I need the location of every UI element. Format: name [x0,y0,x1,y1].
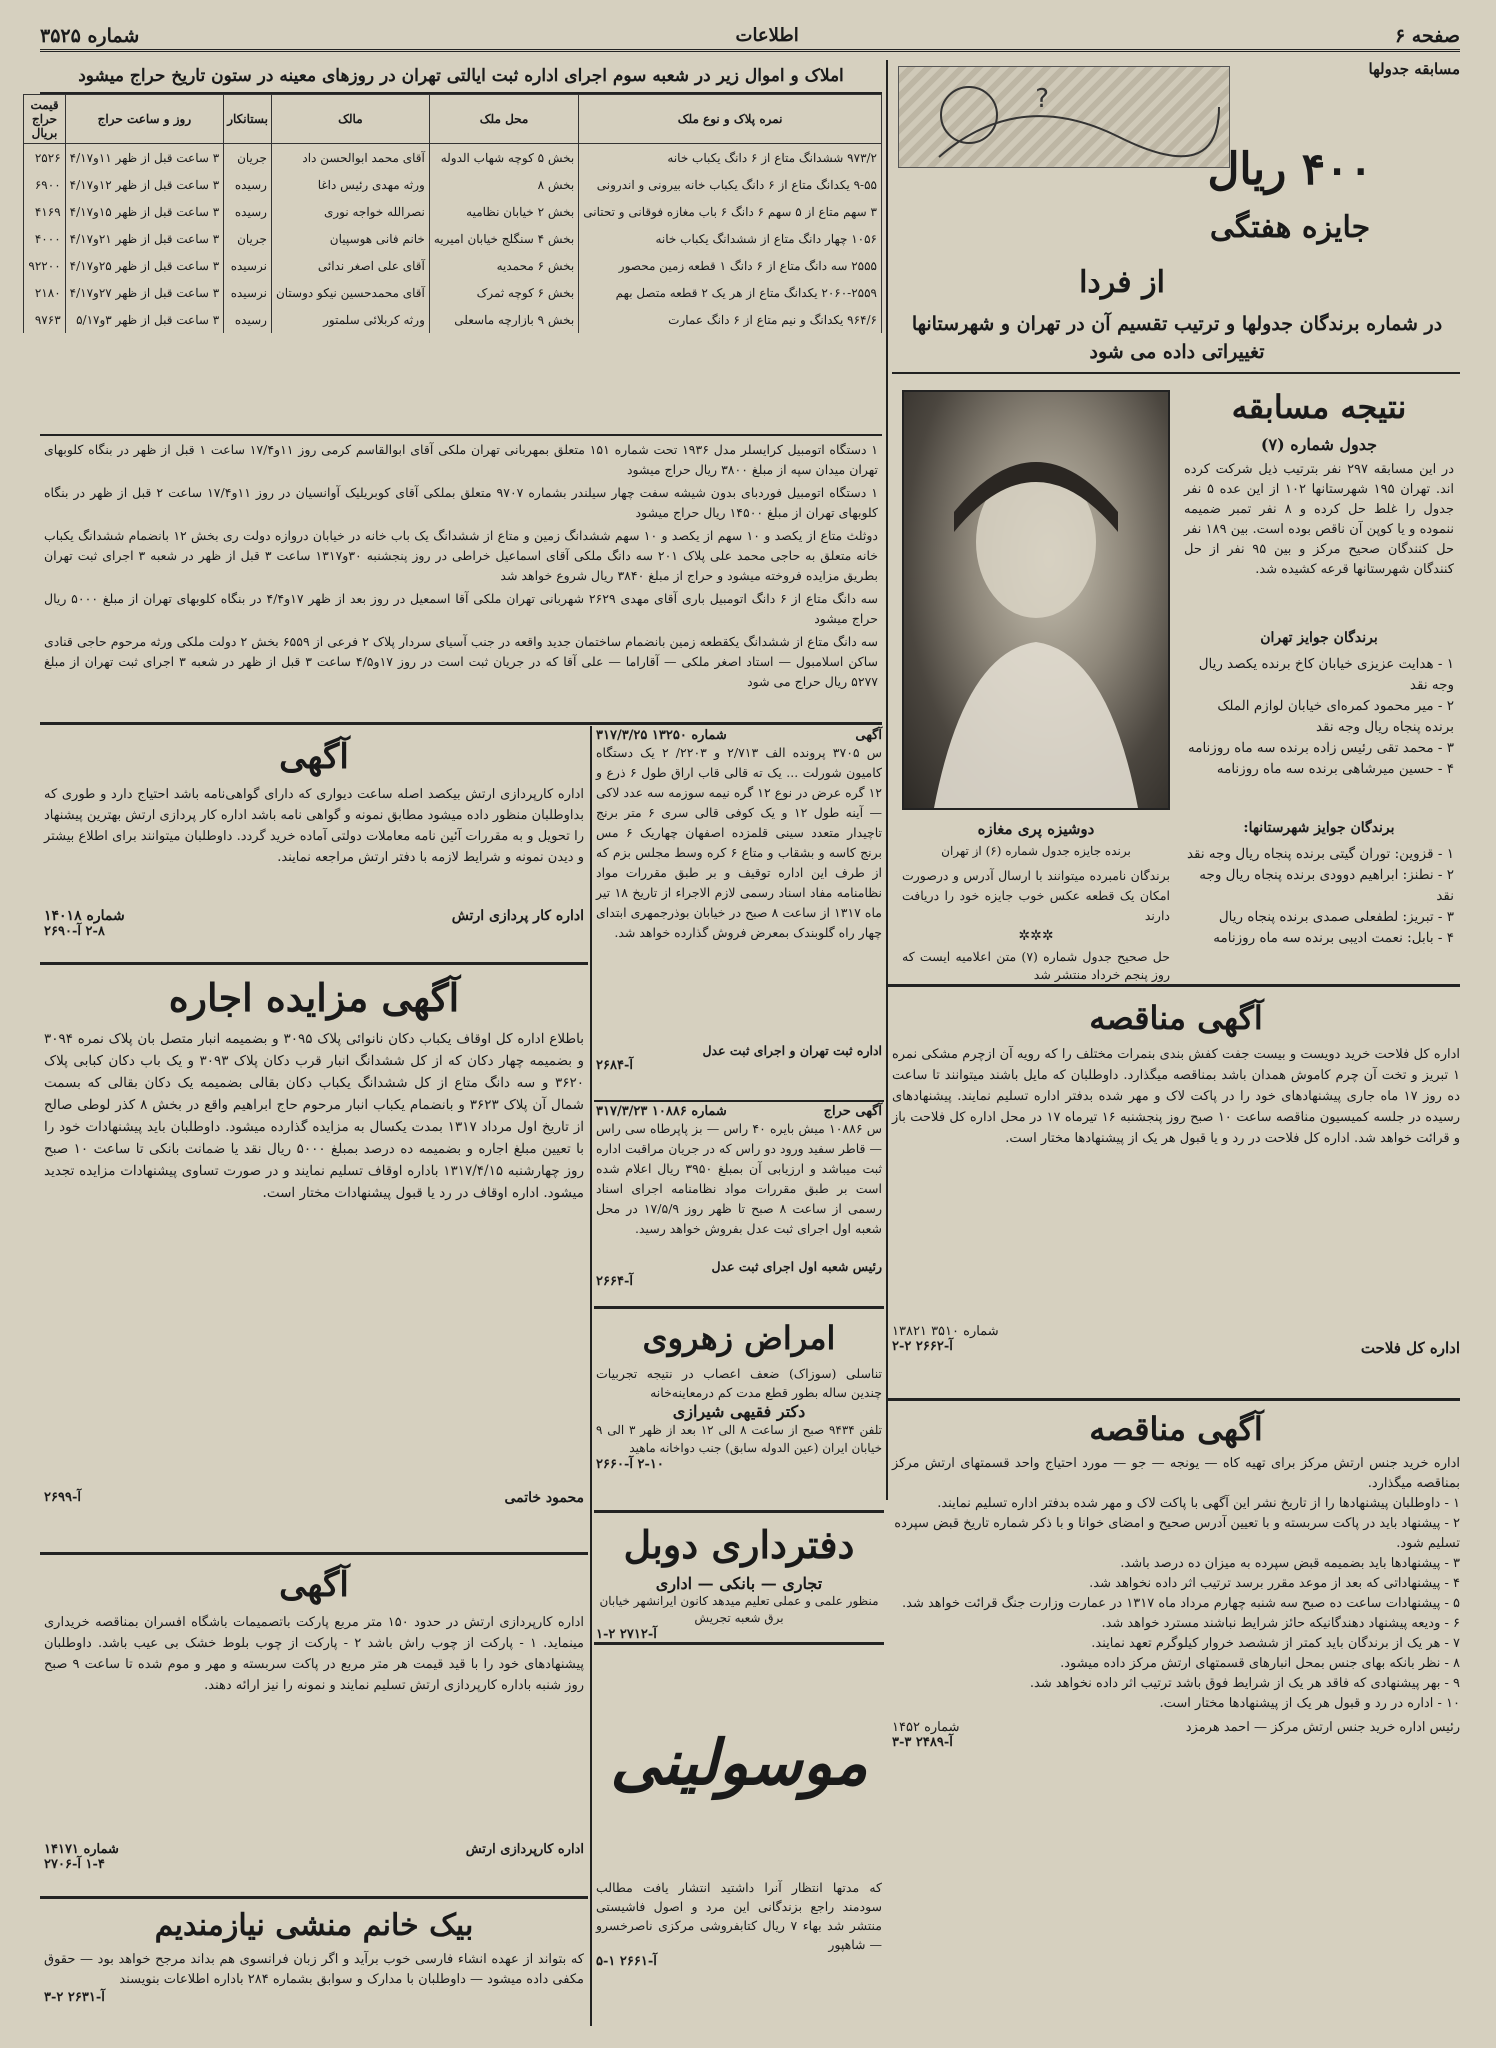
list-item: ۴ - حسین میرشاهی برنده سه ماه روزنامه [1216,761,1454,777]
tender-2-code: آ-۲۴۸۹ ۳-۳ [892,1735,953,1750]
ad-double-office [596,1516,882,1642]
table-cell: آقای محمدحسین نیکو دوستان [271,279,429,306]
table-cell: ۳ ساعت قبل از ظهر ۲۵و۴/۱۷ [65,252,224,279]
tender-2 [892,1404,1460,2034]
table-cell: رسیده [224,171,272,198]
notice-2-body: س ۱۰۸۸۶ میش بایره ۴۰ راس — بز پاپرطاه سی راس — قاطر سفید ورود دو راس که در جریان مراقبت اداره ثبت میباشد و ارزیابی آن بمبلغ ۳۹۵۰ ریال اعلام شده است بر طبق مقررات مواد نظامنامه اجرای اسناد رسمی از ساعت ۸ صبح تا ظهر روز ۱۷/۵/۹ در محل شعبه اول اجرای ثبت عدل بفروش خواهد رسید. [596,1121,883,1236]
table-row [24,171,882,198]
parquet-ad-number: شماره ۱۴۱۷۱ [44,1842,119,1857]
table-row [24,198,882,225]
list-item: ۱ - هدایت عزیزی خیابان کاخ برنده یکصد ریال وجه نقد [1198,656,1454,693]
ad-army [44,730,584,960]
doctor-ad-title: امراض زهروی [642,1319,836,1357]
winner-photo [902,390,1170,810]
table-cell: ۳ سهم متاع از ۵ سهم ۶ دانگ ۶ باب مغازه فوقانی و تحتانی [579,198,882,225]
contest-announcement: در شماره برندگان جدولها و ترتیب تقسیم آن در تهران و شهرستانها تغییراتی داده می شود [911,313,1443,363]
table-cell: ۱۰۵۶ چهار دانگ متاع از ششدانگ یکباب خانه [579,225,882,252]
table-cell: ۲۵۲۶ [24,144,65,172]
paper-name: اطلاعات [735,25,799,46]
ad-mussolini [596,1648,882,2028]
table-cell: ۶۹۰۰ [24,171,65,198]
list-item: ۴ - پیشنهاداتی که بعد از موعد مقرر برسد ترتیب اثر داده نخواهد شد. [1089,1576,1460,1591]
table-cell: بخش ۶ کوچه ثمرک [429,279,578,306]
table-row [24,306,882,333]
table-row [24,225,882,252]
column-rule [590,726,592,2026]
list-item: ۹ - بهر پیشنهادی که فاقد هر یک از شرایط فوق باشد ترتیب اثر داده نخواهد شد. [1029,1676,1460,1691]
issue-number: شماره ۳۵۲۵ [40,24,140,47]
from-tomorrow: از فردا [1079,265,1165,300]
table-cell: ۹۶۴/۶ یکدانگ و نیم متاع از ۶ دانگ عمارت [579,306,882,333]
auction-note: ۱ دستگاه اتومبیل کرایسلر مدل ۱۹۳۶ تحت شماره ۱۵۱ متعلق بمهربانی تهران ملکی آقای ابوالقاسم کرمی روز ۱۱و۱۷/۴ ساعت ۱ قبل از ظهر در بنگاه کلوبهای تهران میدان سپه از مبلغ ۳۸۰۰ ریال حراج میشود [44,442,878,477]
list-item: ۴ - بابل: نعمت ادیبی برنده سه ماه روزنامه [1213,930,1454,946]
table-cell: بخش ۲ خیابان نظامیه [429,198,578,225]
notice-auction-1 [596,728,882,1098]
ad-lease [44,968,584,1548]
divider [594,1642,884,1645]
page-header [40,22,1460,52]
doctor-details: تلفن ۹۴۳۴ صبح از ساعت ۸ الی ۱۲ بعد از ظهر ۳ الی ۹ خیابان ایران (عین الدوله سابق) جنب دواخانه ماهید [596,1423,883,1455]
parquet-ad-body: اداره کارپردازی ارتش در حدود ۱۵۰ متر مربع پارکت باتصمیمات باشگاه افسران بمناقصه خریداری مینماید. ۱ - پارکت از چوب راش باشد ۲ - پارکت از چوب بلوط خشک بی عیب باشد. داوطلبان پیشنهادهای خود را با قید قیمت هر متر مربع در پاکت سربسته و مهر و موم شده تا ساعت ۹ صبح روز شنبه باداره کارپردازی ارتش تسلیم نمایند و نمونه را نیز ارائه دهند. [44,1615,584,1693]
doctor-ad-code: ۲-۱۰ آ-۲۶۶۰ [596,1457,664,1472]
doctor-ad-body: تناسلی (سوزاک) ضعف اعصاب در نتیجه تجربیات چندین ساله بطور قطع مدت کم درمعاینه‌خانه [596,1366,882,1400]
table-cell: بخش ۶ محمدیه [429,252,578,279]
army-ad-title: آگهی [279,737,349,777]
provinces-title: برندگان جوایز شهرستانها: [1243,820,1395,836]
double-office-body: منظور علمی و عملی تعلیم میدهد کانون ایرانشهر خیابان برق شعبه تجریش [599,1594,879,1625]
lease-ad-signature: محمود خاتمی [504,1490,584,1506]
ad-doctor [596,1312,882,1507]
notice-auction-2 [596,1104,882,1304]
list-item: ۸ - نظر بانکه بهای جنس بمحل انبارهای قسمتهای ارتش مرکز داده میشود. [1060,1656,1460,1671]
auction-note: ۱ دستگاه اتومبیل فوردبای بدون شیشه سفت چهار سیلندر بشماره ۹۷۰۷ متعلق بملکی آقای کوبریلیک آوانسیان در روز ۱۱و۱۷/۴ ساعت ۲ قبل از ظهر در بنگاه کلوبهای تهران از مبلغ ۱۴۵۰۰ ریال حراج میشود [44,485,878,520]
tender-2-title: آگهی مناقصه [1089,1410,1263,1448]
table-cell: ۲۰۶۰-۲۵۵۹ یکدانگ متاع از هر یک ۲ قطعه متصل بهم [579,279,882,306]
tehran-winners-list [1184,654,1454,780]
winners-note: برندگان نامبرده میتوانند با ارسال آدرس و درصورت امکان یک قطعه عکس خوب جایزه خود را دریافت دارند [902,868,1170,923]
result-table-number: جدول شماره (۷) [1260,435,1378,454]
auction-notes [44,440,878,718]
col-header: محل ملک [429,95,578,144]
solution-note: حل صحیح جدول شماره (۷) متن اعلامیه ایست که روز پنجم خرداد منتشر شد [902,949,1170,982]
divider [594,1306,884,1309]
army-ad-number: شماره ۱۴۰۱۸ [44,908,125,924]
table-cell: بخش ۹ بازارچه ماسعلی [429,306,578,333]
ad-parquet [44,1558,584,1892]
table-cell: ۴۱۶۹ [24,198,65,225]
mussolini-code: آ-۲۶۶۱ ۱-۵ [596,1954,657,1969]
table-row [24,144,882,172]
prize-label: جایزه هفتگی [1209,210,1371,245]
tender-1-number: شماره ۳۵۱۰ ۱۳۸۲۱ [892,1324,999,1339]
table-cell: رسیده [224,198,272,225]
table-cell: ۹۲۲۰۰ [24,252,65,279]
list-item: ۵ - پیشنهادات ساعت ده صبح سه شنبه چهارم مرداد ماه ۱۳۱۷ در عمارت وزارت جنگ قرائت خواهد شد. [902,1596,1460,1611]
army-ad-body: اداره کارپردازی ارتش بیکصد اصله ساعت دیواری که دارای گواهی‌نامه باشد احتیاج دارد و طوری که بداوطلبان منظور داده میشود مطابق نمونه و گواهی نامه باشد اداره کار پردازی ارتش بهترین پیشنهاد را تحویل و به مقررات آئین نامه معاملات دولتی آماده خرید گردد. داوطلبان میتوانند برای اطلاع بیشتر و دیدن نمونه و شرایط لازمه با دفتر ارتش مراجعه نمایند. [44,787,584,865]
province-winners-list [1184,844,1454,949]
mussolini-body: که مدتها انتظار آنرا داشتید انتشار یافت مطالب سودمند راجع بزندگانی این مرد و اصول فاشیستی منتشر شد بهاء ۷ ریال کتابفروشی مرکزی ناصرخسرو — شاهپور [596,1880,883,1952]
column-rule [886,60,888,1500]
list-item: ۳ - پیشنهادها باید بضمیمه قبض سپرده به میزان ده درصد باشد. [1120,1556,1460,1571]
double-office-title: دفترداری دوبل [623,1522,855,1567]
secretary-ad-body: که بتواند از عهده انشاء فارسی خوب برآید و اگر زبان فرانسوی هم بداند مرجح خواهد بود — حقوق مکفی داده میشود — داوطلبان با مدارک و سوابق بشماره ۲۸۴ باداره اطلاعات بنویسند [44,1952,584,1987]
notice-2-code: آ-۲۶۶۴ [596,1274,633,1289]
mussolini-title: موسولینی [610,1726,868,1799]
table-cell: ۹۷۶۳ [24,306,65,333]
lease-ad-code: آ-۲۶۹۹ [44,1490,81,1505]
divider [888,1398,1460,1401]
table-cell: ۴۰۰۰ [24,225,65,252]
tender-1-title: آگهی مناقصه [1089,999,1263,1037]
prize-amount: ۴۰۰ ریال [1207,144,1373,195]
tender-1-signature: اداره کل فلاحت [1360,1339,1460,1357]
table-cell: نرسیده [224,252,272,279]
list-item: ۲ - نطنز: ابراهیم دوودی برنده پنجاه ریال وجه نقد [1199,867,1454,904]
col-header: نمره پلاک و نوع ملک [579,95,882,144]
auction-table [23,94,882,333]
list-item: ۳ - تبریز: لطفعلی صمدی برنده پنجاه ریال [1218,909,1454,925]
divider [40,1552,588,1555]
result-title: نتیجه مسابقه [1231,388,1407,426]
photo-caption-name: دوشیزه پری مغازه [977,820,1095,838]
notice-2-title: آگهی حراج [823,1104,882,1119]
table-cell: آقای محمد ابوالحسن داد [271,144,429,172]
divider [892,372,1460,374]
table-cell: ۳ ساعت قبل از ظهر ۳و۵/۱۷ [65,306,224,333]
auction-note: سه دانگ متاع از ششدانگ یکقطعه زمین بانضمام ساختمان جدید واقعه در جنب آسیای سردار پلاک ۲ فرعی از ۶۵۵۹ بخش ۲ دولت ملکی ورثه مرحوم حاجی قنادی ساکن اسلامبول — استاد اصغر ملکی — آقاراما — علی آقا که در جریان ثبت است در روز ۱۷و۴/۵ ساعت ۳ قبل از ظهر در شعبه ۳ اجرای ثبت تهران از مبلغ ۵۲۷۷ ریال حراج می شود [44,634,878,689]
list-item: ۱ - داوطلبان پیشنهادها را از تاریخ نشر این آگهی با پاکت لاک و مهر شده بدفتر اداره تسلیم نمایند. [937,1496,1460,1511]
table-cell: جریان [224,144,272,172]
table-cell: ۳ ساعت قبل از ظهر ۲۷و۴/۱۷ [65,279,224,306]
doctor-name: دکتر فقیهی شیرازی [672,1402,806,1421]
divider [40,722,882,725]
table-cell: ۳ ساعت قبل از ظهر ۱۲و۴/۱۷ [65,171,224,198]
tender-2-items [892,1494,1460,1714]
table-cell: ۳ ساعت قبل از ظهر ۱۵و۴/۱۷ [65,198,224,225]
table-cell: ۹-۵۵ یکدانگ متاع از ۶ دانگ یکباب خانه بیرونی و اندرونی [579,171,882,198]
portrait-icon [904,392,1168,808]
notice-1-number: شماره ۱۳۲۵۰ ۳۱۷/۳/۲۵ [596,728,727,743]
divider [594,1510,884,1513]
list-item: ۲ - پیشنهاد باید در پاکت سربسته و با تعیین آدرس صحیح و امضای خوانا و با ذکر شماره تاریخ قبض سپرده تسلیم شود. [894,1516,1460,1551]
table-cell: بخش ۸ [429,171,578,198]
table-cell: جریان [224,225,272,252]
table-cell: ۹۷۳/۲ ششدانگ متاع از ۶ دانگ یکباب خانه [579,144,882,172]
list-item: ۱۰ - اداره در رد و قبول هر یک از پیشنهادها مختار است. [1159,1696,1460,1711]
svg-text:?: ? [1035,84,1049,114]
tender-1-code: آ-۲۶۶۲ ۲-۲ [892,1339,953,1354]
contest-label: مسابقه جدولها [1368,60,1460,78]
parquet-ad-signature: اداره کارپردازی ارتش [465,1842,584,1857]
tender-2-number: شماره ۱۴۵۲ [892,1720,960,1735]
ad-secretary [44,1902,584,2032]
notice-2-number: شماره ۱۰۸۸۶ ۳۱۷/۳/۲۳ [596,1104,727,1119]
lease-ad-title: آگهی مزایده اجاره [168,975,460,1020]
divider [594,1100,884,1102]
table-cell: خانم فانی هوسپیان [271,225,429,252]
notice-2-signature: رئیس شعبه اول اجرای ثبت عدل [711,1259,882,1274]
auction-note: سه دانگ متاع از ۶ دانگ اتومبیل باری آقای مهدی ۲۶۲۹ شهربانی تهران ملکی آقا اسمعیل در روز بعد از ظهر ۱۷و۴/۴ در بنگاه کلوبهای تهران از مبلغ ۵۰۰۰ ریال حراج میشود [44,591,878,626]
table-row [24,252,882,279]
table-cell: ورثه مهدی رئیس داغا [271,171,429,198]
army-ad-code: ۲-۸ آ-۲۶۹۰ [44,924,105,939]
divider [40,962,588,965]
divider [888,984,1460,987]
col-header: روز و ساعت حراج [65,95,224,144]
list-item: ۲ - میر محمود کمره‌ای خیابان لوازم الملک برنده پنجاه ریال وجه نقد [1217,698,1454,735]
parquet-ad-title: آگهی [279,1565,349,1605]
result-intro: در این مسابقه ۲۹۷ نفر بترتیب ذیل شرکت کرده اند. تهران ۱۹۵ شهرستانها ۱۰۲ از این عده ۵ نفر جدول را غلط حل کرده و ۸ نفر تمبر ضمیمه ننموده و یا کوپن آن ناقص بوده است. بین ۱۸۹ نفر حل کنندگان صحیح مرکز و بین ۹۵ نفر از حل کنندگان شهرستانها قرعه کشیده شد. [1184,462,1455,577]
notice-1-body: س ۳۷۰۵ پرونده الف ۲/۷۱۳ و ۲۲۰۳/ ۲ یک دستگاه کامیون شورلت ... یک ته قالی قاب اراق طول ۶ ذرع و ۱۲ گره عرض در نوع ۱۲ گره نیمه سوزمه سه عدد لاکی — آینه طول ۱۲ و یک کوفی قالی سری ۶ متر برنج تاچیدار متعدد سینی قلمزده اصفهان چهاریک ۶ مس برنج کاسه و بشقاب و متاع ۶ کره وسط مجلس بزم که از طرف این اداره توقیف و بر طبق مقررات مواد نظامنامه مفاد اسناد رسمی لازم الاجراء از تاریخ ۱۸ تیر ماه ۱۳۱۷ از ساعت ۸ صبح در خیابان بوذرجمهری ابتدای چهار راه گلوبندک بمعرض فروش گذارده خواهد شد. [596,745,883,940]
notice-1-signature: اداره ثبت تهران و اجرای ثبت عدل [702,1043,882,1058]
tender-2-signature: رئیس اداره خرید جنس ارتش مرکز — احمد هرمزد [1185,1720,1460,1735]
notice-1-title: آگهی [855,728,882,743]
table-cell: ۳ ساعت قبل از ظهر ۱۱و۴/۱۷ [65,144,224,172]
auction-headline: املاک و اموال زیر در شعبه سوم اجرای اداره ثبت ایالتی تهران در روزهای معینه در ستون تاریخ حراج میشود [40,60,882,94]
army-ad-signature: اداره کار پردازی ارتش [451,908,584,924]
photo-caption-sub: برنده جایزه جدول شماره (۶) از تهران [941,844,1131,858]
col-header: مالک [271,95,429,144]
table-cell: نرسیده [224,279,272,306]
tehran-winners-title: برندگان جوایز تهران [1260,630,1378,646]
notice-1-code: آ-۲۶۸۴ [596,1058,633,1073]
list-item: ۷ - هر یک از برندگان باید کمتر از ششصد خروار کیلوگرم تعهد نمایند. [1091,1636,1460,1651]
auction-note: دوثلث متاع از یکصد و ۱۰ سهم از یکصد و ۱۰ سهم ششدانگ زمین و متاع از ششدانگ یک باب خانه در خیابان دروازه دولت ری بخش ۱۲ بانضمام ششدانگ یکباب خانه متعلق به حاجی محمد علی پلاک ۲۰۱ سه دانگ ملکی آقای اسماعیل خراطی در روز پنجشنبه ۳۰و۱۳۱۷ ساعت ۳ قبل از ظهر در شعبه ۳ اجرای ثبت تهران بطریق مزایده فروخته میشود و حراج از مبلغ ۳۸۴۰ ریال شروع خواهد شد [44,528,879,583]
table-cell: ۲۵۵۵ سه دانگ متاع از ۶ دانگ ۱ قطعه زمین محصور [579,252,882,279]
stars-ornament: ✲✲✲ [1018,928,1054,944]
table-cell: نصرالله خواجه نوری [271,198,429,225]
property-auction-section [28,60,882,400]
secretary-ad-code: آ-۲۶۳۱ ۲-۳ [44,1990,105,2005]
parquet-ad-code: ۱-۴ آ-۲۷۰۶ [44,1857,105,1872]
page-number: صفحه ۶ [1394,24,1460,47]
table-cell: ۲۱۸۰ [24,279,65,306]
table-row [24,279,882,306]
contest-section [892,60,1460,980]
auction-table-header [24,95,882,144]
tender-1-body: اداره کل فلاحت خرید دویست و بیست جفت کفش بندی بنمرات مختلف را که رویه آن ازچرم مشکی نمره ۱ تبریز و تخت آن چرم کاموش همدان باشد بمناقصه میگذارد. داوطلبان که مایل باشند میتوانند تا ساعت ده روز ۱۷ ماه جاری پیشنهادهای خود را در پاکت لاک و مهر شده بدفتر اداره تسلیم نمایند. پیشنهادهای رسیده در جلسه کمیسیون مناقصه ساعت ۱۰ صبح روز پنجشنبه ۱۶ تیرماه ۱۷ در محل اداره کل فلاحت باز و قرائت خواهد شد. اداره کل فلاحت در رد و یا قبول هر یک از پیشنهادها مختار است. [892,1047,1461,1146]
col-header: بستانکار [224,95,272,144]
tender-2-intro: اداره خرید جنس ارتش مرکز برای تهیه کاه — یونجه — جو — مورد احتیاج واحد قسمتهای ارتش مرکز بمناقصه میگذارد. [892,1456,1460,1491]
tender-1 [892,992,1460,1392]
list-item: ۳ - محمد تقی رئیس زاده برنده سه ماه روزنامه [1187,740,1454,756]
double-office-code: آ-۲۷۱۲ ۲-۱ [596,1627,657,1642]
divider [40,1896,588,1899]
list-item: ۶ - ودیعه پیشنهاد دهندگانیکه حائز شرایط نباشند مسترد خواهد شد. [1101,1616,1460,1631]
table-cell: رسیده [224,306,272,333]
list-item: ۱ - قزوین: توران گیتی برنده پنجاه ریال وجه نقد [1186,846,1454,862]
table-cell: بخش ۴ سنگلج خیابان امیریه [429,225,578,252]
double-office-subtitle: تجاری — بانکی — اداری [655,1574,823,1593]
lease-ad-body: باطلاع اداره کل اوقاف یکباب دکان نانوائی پلاک ۳۰۹۵ و بضمیمه انبار متصل بان پلاک نمره ۳۰۹۴ و بضمیمه چهار دکان که از کل ششدانگ انبار قرب دکان پلاک ۳۰۹۳ و یک باب دکان کبابی پلاک ۳۶۲۰ و سه دانگ متاع از کل ششدانگ یکباب دکان بقالی بضمیمه یک دکان بقالی که بسمت شمال آن پلاک ۳۶۲۳ و بانضمام یکباب انبار مرحوم حاج ابراهیم واقع در بخش ۸ کذر لوطی صالح از تاریخ اول مرداد ۱۳۱۷ بمدت یکسال به مزایده گذارده میشود. داوطلبان باید پیشنهادات خود را با تعیین مبلغ اجاره و بضمیمه ده درصد بمبلغ ۵۰۰۰ ریال نقد یا ضمانت بانکی تا ساعت ۱۰ صبح روز چهارشنبه ۱۳۱۷/۴/۱۵ باداره اوقاف تسلیم نمایند و در صورت تساوی پیشنهادات مزایده تجدید میشود. اداره اوقاف در رد یا قبول پیشنهادات مختار است. [44,1031,584,1201]
table-cell: ۳ ساعت قبل از ظهر ۲۱و۴/۱۷ [65,225,224,252]
col-header: قیمت حراج بریال [24,95,65,144]
table-cell: ورثه کربلائی سلمتور [271,306,429,333]
table-cell: بخش ۵ کوچه شهاب الدوله [429,144,578,172]
secretary-ad-title: بیک خانم منشی نیازمندیم [154,1908,474,1943]
table-cell: آقای علی اصغر ندائی [271,252,429,279]
divider [40,434,882,436]
